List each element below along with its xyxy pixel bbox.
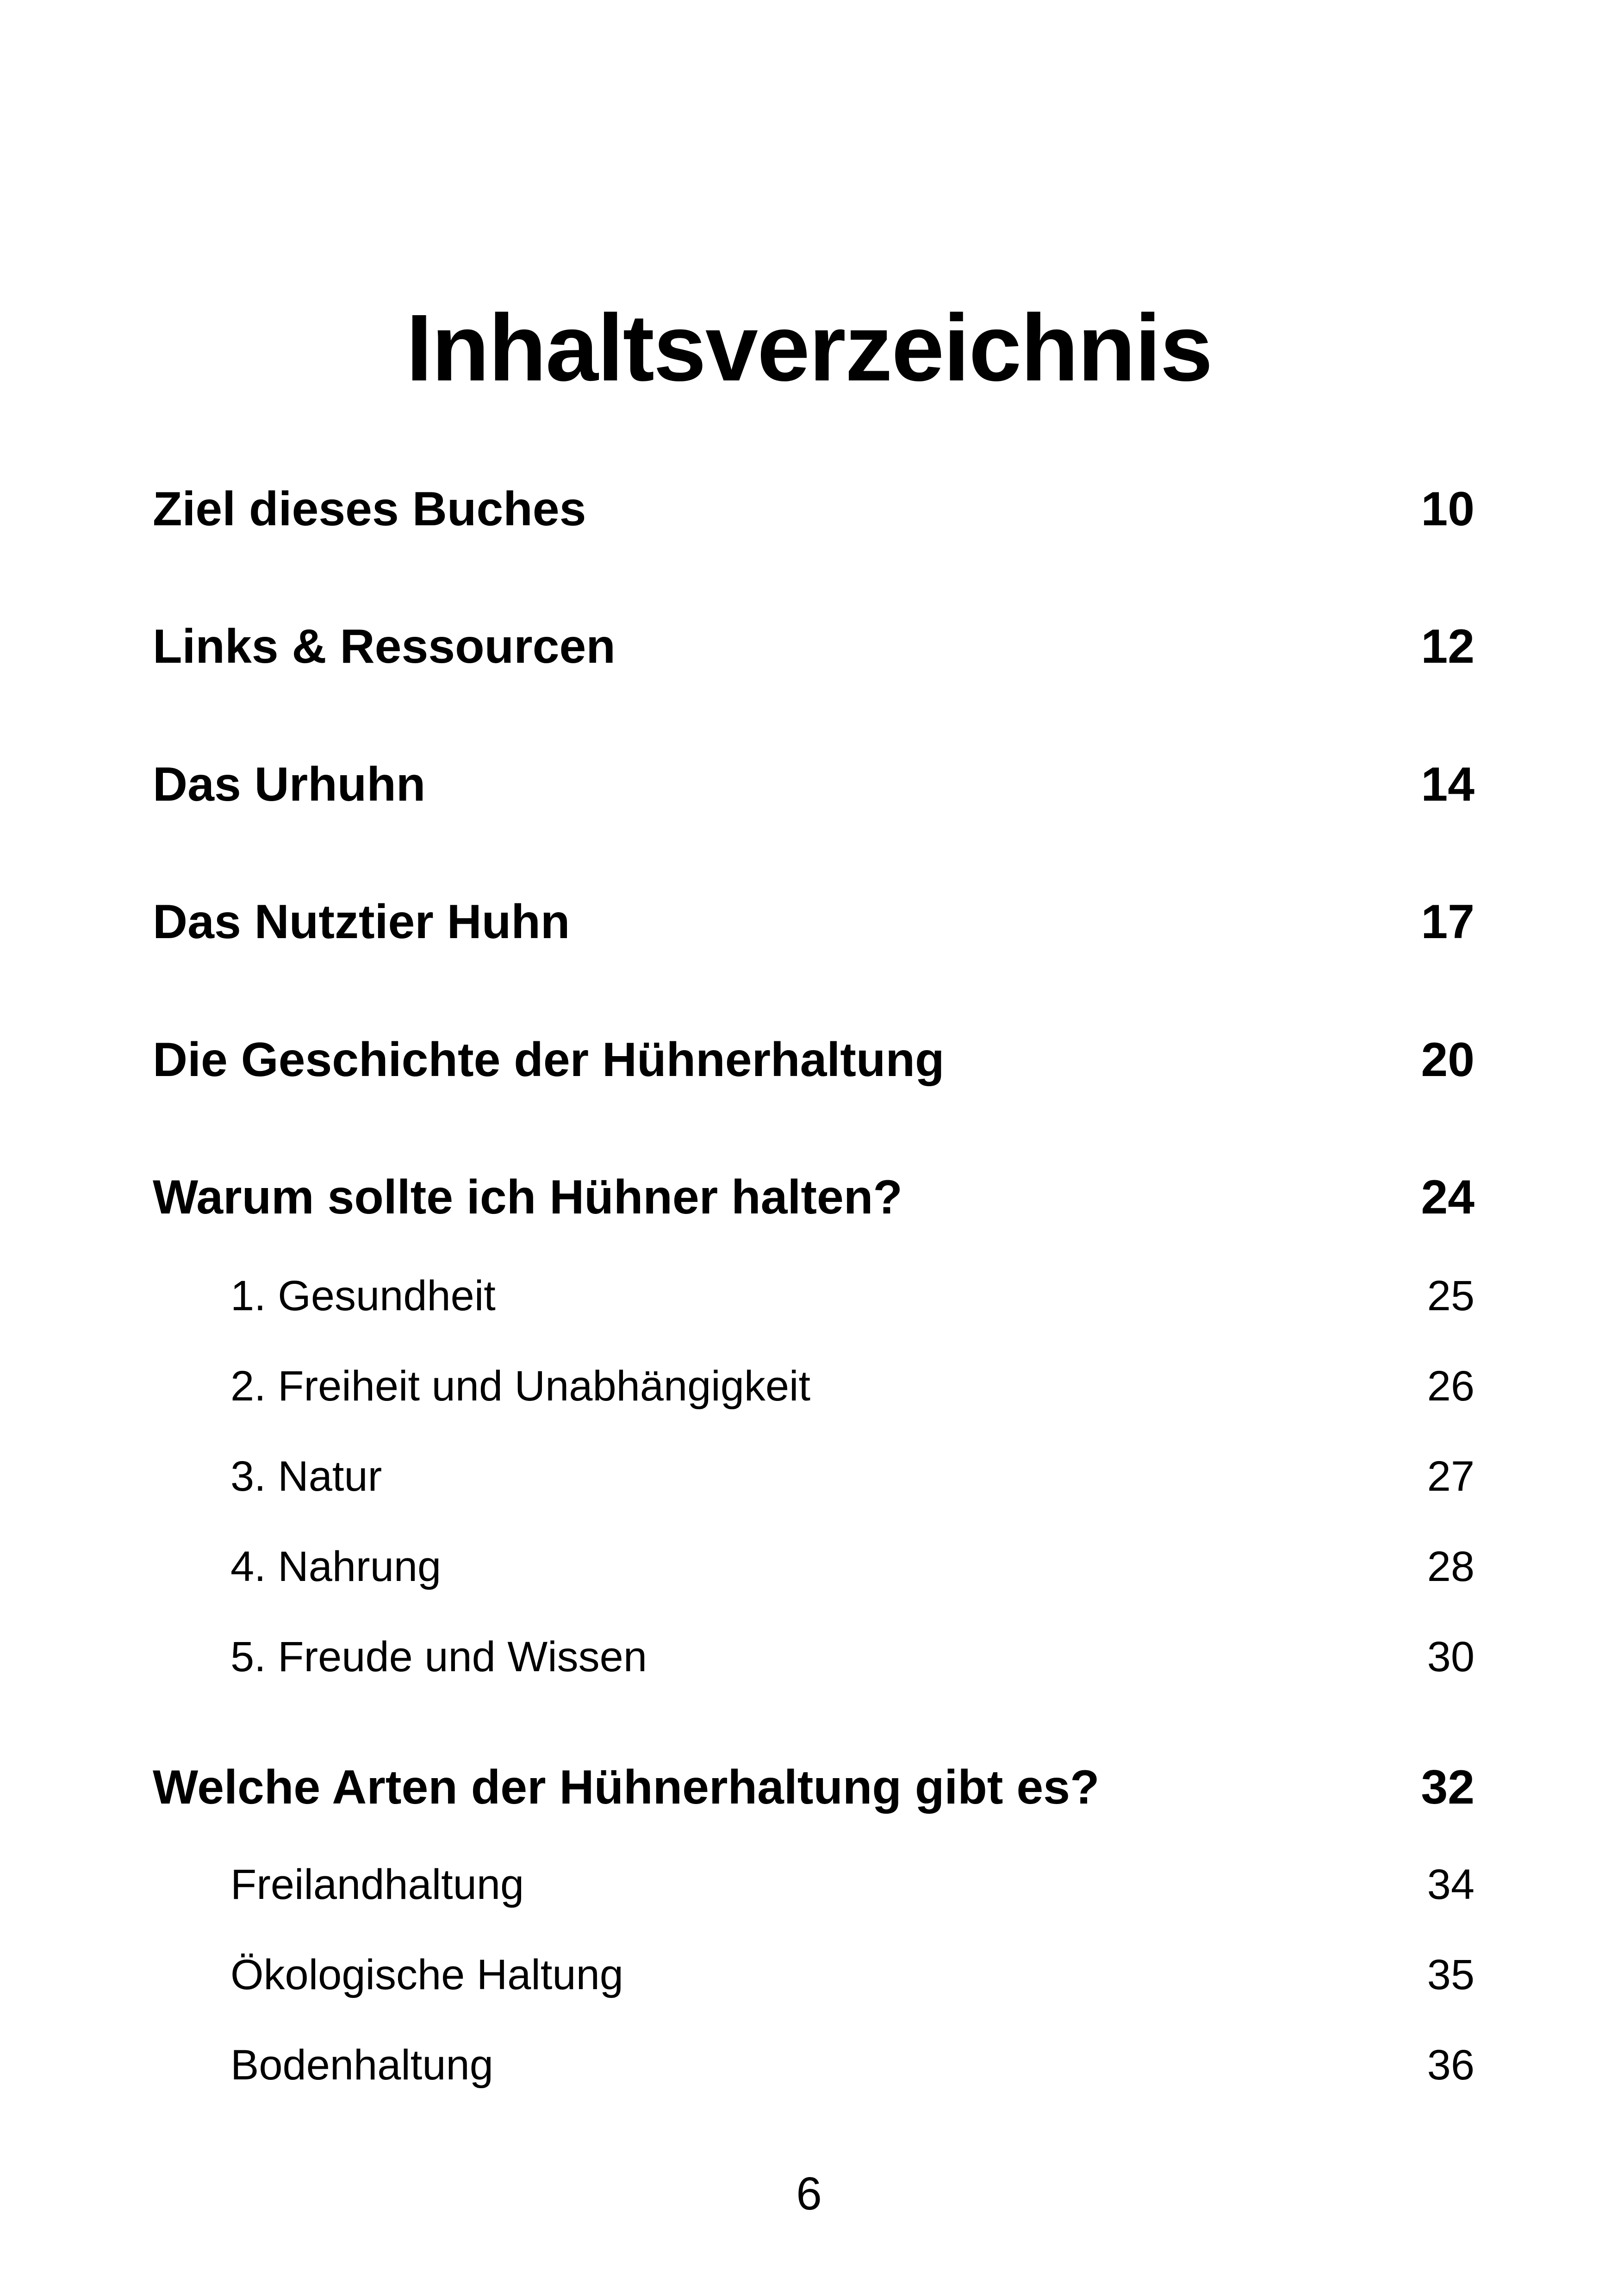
toc-subentry-page: 28 xyxy=(1427,1543,1475,1590)
toc-entry-label: Warum sollte ich Hühner halten? xyxy=(153,1170,902,1224)
toc-subentry[interactable] xyxy=(153,1947,1475,2003)
toc-entry-label: Ziel dieses Buches xyxy=(153,482,586,536)
toc-subentry-label: 4. Nahrung xyxy=(230,1543,442,1590)
toc-entry-page: 10 xyxy=(1421,482,1475,536)
toc-entry-label: Welche Arten der Hühnerhaltung gibt es? xyxy=(153,1761,1100,1814)
toc-subentry[interactable] xyxy=(153,1629,1475,1685)
toc-subentry-label: Ökologische Haltung xyxy=(230,1951,623,1998)
toc-subentry[interactable] xyxy=(153,1358,1475,1414)
toc-subentry[interactable] xyxy=(153,1857,1475,1912)
toc-subentry-page: 27 xyxy=(1427,1453,1475,1500)
toc-subentry-label: 2. Freiheit und Unabhängigkeit xyxy=(230,1363,811,1410)
toc-entry-page: 14 xyxy=(1421,758,1475,811)
toc-subentry[interactable] xyxy=(153,2037,1475,2093)
toc-subentry-page: 30 xyxy=(1427,1633,1475,1680)
toc-subentry-label: 5. Freude und Wissen xyxy=(230,1633,647,1680)
toc-entry-label: Links & Ressourcen xyxy=(153,620,616,673)
toc-entry[interactable] xyxy=(153,616,1475,677)
toc-entry[interactable] xyxy=(153,892,1475,952)
toc-entry[interactable] xyxy=(153,1030,1475,1090)
toc-subentry-label: 1. Gesundheit xyxy=(230,1272,496,1319)
toc-entry-page: 17 xyxy=(1421,895,1475,949)
toc-entry-page: 24 xyxy=(1421,1170,1475,1224)
toc-subentry-label: Freilandhaltung xyxy=(230,1861,524,1908)
toc-entry-label: Das Nutztier Huhn xyxy=(153,895,570,949)
toc-subentry-label: Bodenhaltung xyxy=(230,2041,493,2089)
toc-entry-label: Die Geschichte der Hühnerhaltung xyxy=(153,1033,945,1087)
toc-subentry[interactable] xyxy=(153,1539,1475,1594)
toc-entry[interactable] xyxy=(153,1167,1475,1227)
toc-subentry-page: 25 xyxy=(1427,1272,1475,1319)
toc-entry-page: 32 xyxy=(1421,1761,1475,1814)
toc-entry-page: 20 xyxy=(1421,1033,1475,1087)
toc-subentry[interactable] xyxy=(153,1449,1475,1504)
toc-subentry-page: 26 xyxy=(1427,1363,1475,1410)
toc-entry-label: Das Urhuhn xyxy=(153,758,426,811)
toc-entry[interactable] xyxy=(153,754,1475,815)
toc-entry[interactable] xyxy=(153,479,1475,539)
toc-subentry[interactable] xyxy=(153,1268,1475,1324)
toc-subentry-page: 35 xyxy=(1427,1951,1475,1998)
toc-subentry-label: 3. Natur xyxy=(230,1453,382,1500)
toc-entry[interactable] xyxy=(153,1757,1475,1817)
toc-subentry-page: 36 xyxy=(1427,2041,1475,2089)
toc-entry-page: 12 xyxy=(1421,620,1475,673)
toc-subentry-page: 34 xyxy=(1427,1861,1475,1908)
page-title: Inhaltsverzeichnis xyxy=(406,295,1212,401)
page-number: 6 xyxy=(796,2168,822,2220)
